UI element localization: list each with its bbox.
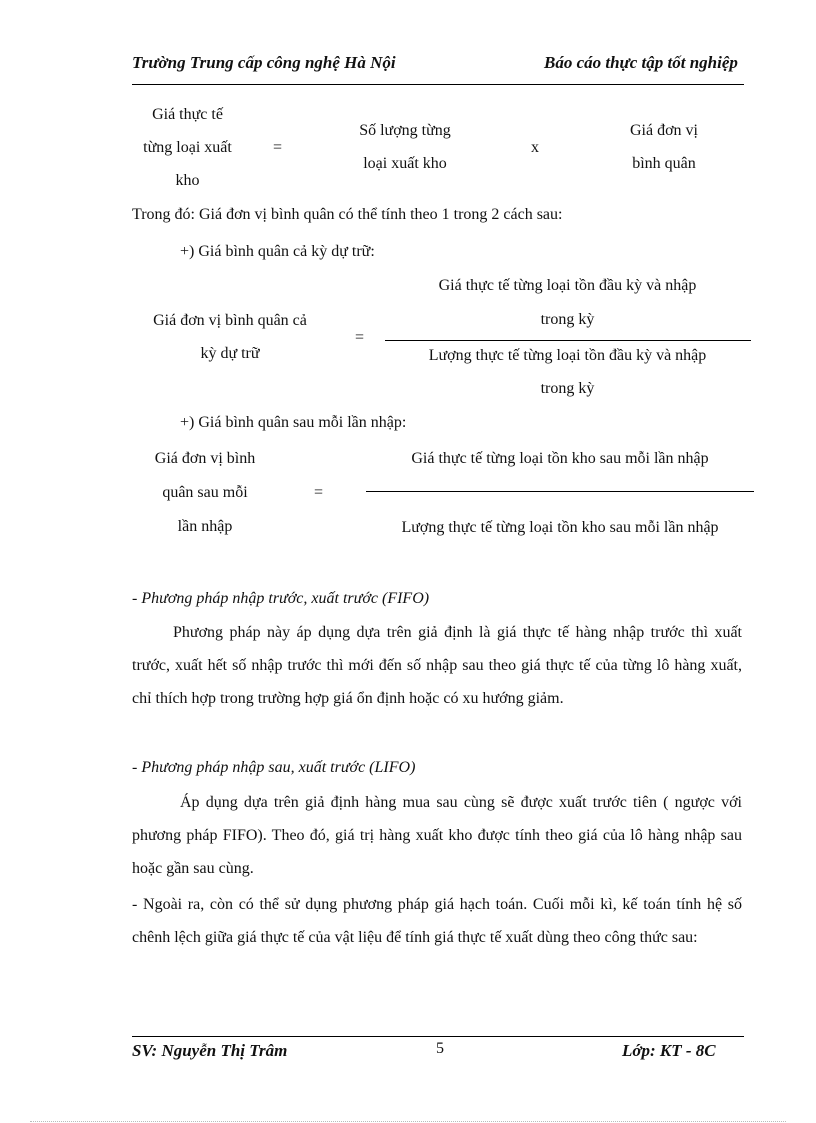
page-number: 5 <box>436 1040 444 1057</box>
formula1-multiply: x <box>531 139 539 156</box>
formula1-equals: = <box>273 139 283 156</box>
formula1-term2-line1: Giá đơn vị <box>629 122 698 139</box>
fifo-heading: - Phương pháp nhập trước, xuất trước (FIFO) <box>132 590 430 607</box>
lifo-body: Áp dụng dựa trên giả định hàng mua sau cùng sẽ được xuất trước tiên ( ngược với phương pháp FIFO). Theo đó, giá trị hàng xuất kho được tính theo giá của lô hàng nhập sau hoặc gần sau cùng. <box>132 794 742 877</box>
method1-denominator-line2: trong kỳ <box>540 380 595 397</box>
method2-label: +) Giá bình quân sau mỗi lần nhập: <box>180 414 407 431</box>
page-edge-divider <box>30 1121 786 1122</box>
method1-lhs-line2: kỳ dự trữ <box>200 345 260 362</box>
method1-label: +) Giá bình quân cả kỳ dự trữ: <box>180 243 375 260</box>
method2-denominator: Lượng thực tế từng loại tồn kho sau mỗi lần nhập <box>401 519 719 536</box>
method1-numerator-line2: trong kỳ <box>540 311 595 328</box>
method1-denominator-line1: Lượng thực tế từng loại tồn đầu kỳ và nhập <box>428 347 707 364</box>
method2-numerator: Giá thực tế từng loại tồn kho sau mỗi lần nhập <box>411 450 709 467</box>
lifo-paragraph <box>132 786 742 885</box>
method1-numerator-line1: Giá thực tế từng loại tồn đầu kỳ và nhập <box>438 277 697 294</box>
footer-class: Lớp: KT - 8C <box>622 1041 716 1060</box>
formula1-lhs-line3: kho <box>175 172 200 189</box>
formula1-term2-line2: bình quân <box>632 155 696 172</box>
header-rule <box>132 84 744 85</box>
footer-student: SV: Nguyễn Thị Trâm <box>132 1041 288 1060</box>
fifo-paragraph <box>132 616 742 715</box>
method1-equals: = <box>355 329 365 346</box>
formula1-lhs-line1: Giá thực tế <box>152 106 223 123</box>
footer-rule <box>132 1036 744 1037</box>
header-school: Trường Trung cấp công nghệ Hà Nội <box>132 53 396 72</box>
method2-lhs-line2: quân sau mỗi <box>162 484 248 501</box>
intro-text: Trong đó: Giá đơn vị bình quân có thể tính theo 1 trong 2 cách sau: <box>132 206 563 223</box>
other-paragraph <box>132 888 742 954</box>
header-report-title: Báo cáo thực tập tốt nghiệp <box>544 53 738 72</box>
formula1-lhs-line2: từng loại xuất <box>143 139 232 156</box>
fifo-body: Phương pháp này áp dụng dựa trên giả định là giá thực tế hàng nhập trước thì xuất trước, xuất hết số nhập trước thì mới đến số nhập sau theo giá thực tế của từng lô hàng xuất, chỉ thích hợp trong trường hợp giá ổn định hoặc có xu hướng giảm. <box>132 624 742 707</box>
method2-lhs-line3: lần nhập <box>177 518 233 535</box>
formula1-term1-line1: Số lượng từng <box>359 122 451 139</box>
method2-lhs-line1: Giá đơn vị bình <box>154 450 256 467</box>
method2-fraction-bar <box>366 491 754 492</box>
other-body: - Ngoài ra, còn có thể sử dụng phương pháp giá hạch toán. Cuối mỗi kì, kế toán tính hệ số chênh lệch giữa giá thực tế của vật liệu để tính giá thực tế xuất dùng theo công thức sau: <box>132 896 742 946</box>
method1-lhs-line1: Giá đơn vị bình quân cả <box>153 312 307 329</box>
formula1-term1-line2: loại xuất kho <box>363 155 447 172</box>
method2-equals: = <box>314 484 324 501</box>
lifo-heading: - Phương pháp nhập sau, xuất trước (LIFO) <box>132 759 416 776</box>
